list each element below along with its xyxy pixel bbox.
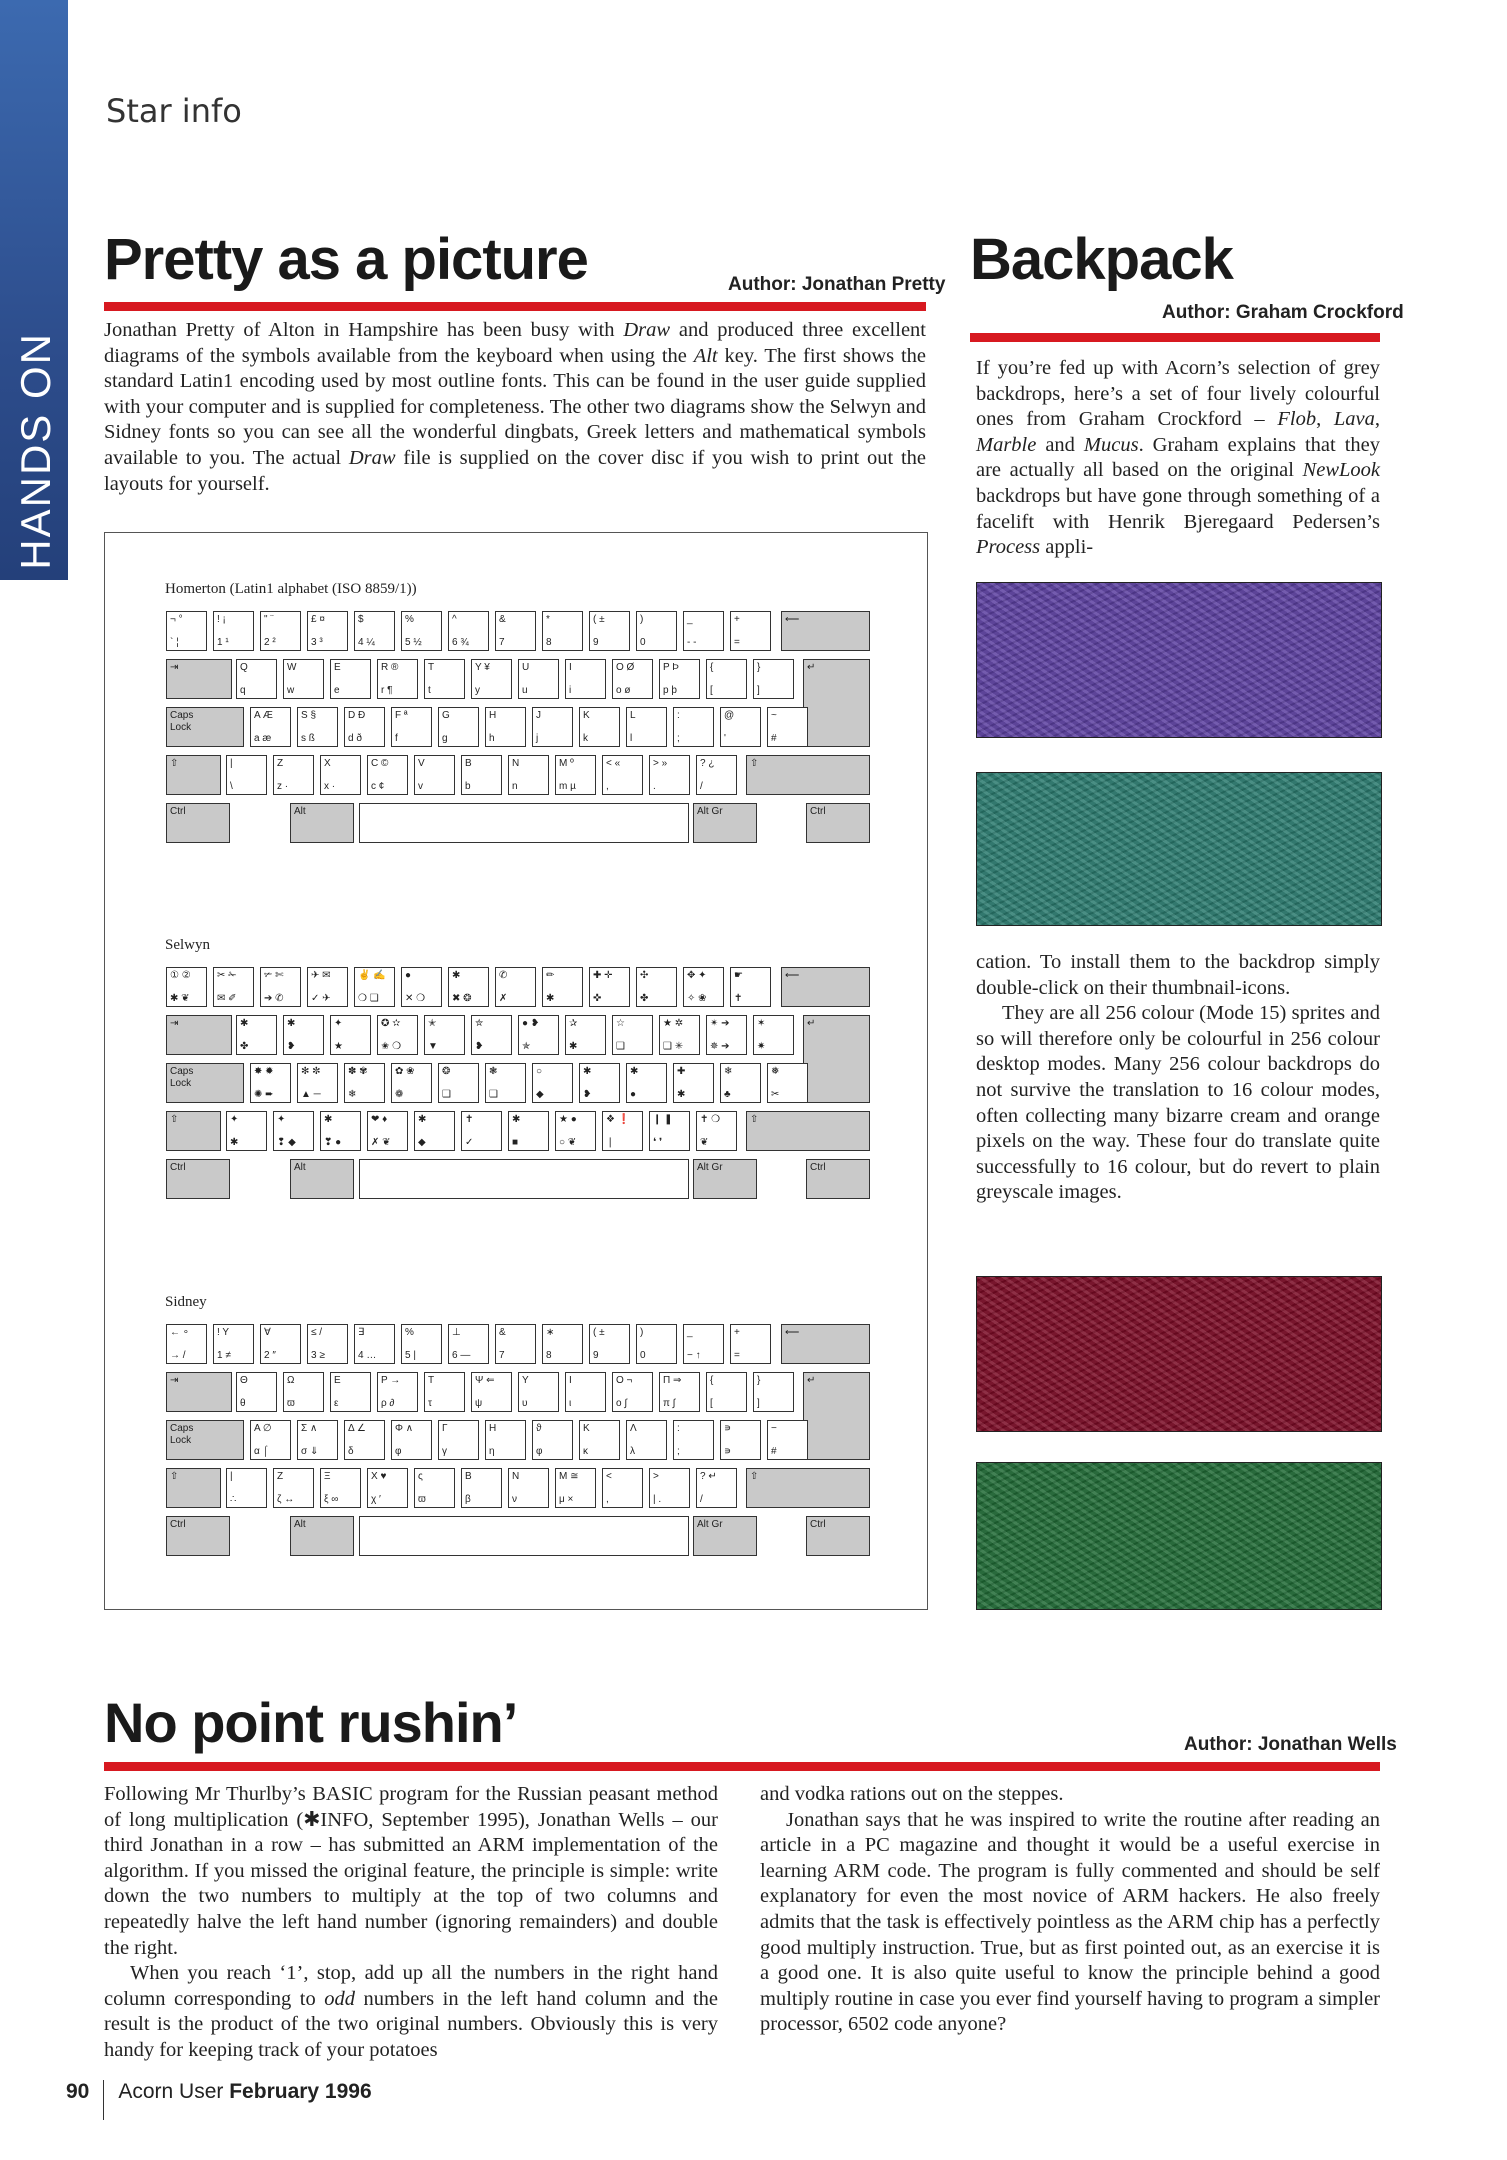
key: V v — [414, 755, 455, 795]
key: Y ¥ y — [471, 659, 512, 699]
alt-gr-key: Alt Gr — [693, 1159, 757, 1199]
key: X x · — [320, 755, 361, 795]
key: Ξ ξ ∞ — [320, 1468, 361, 1508]
key: ∍ ∍ — [720, 1420, 761, 1460]
key: L l — [626, 707, 667, 747]
article3-col1-p2: When you reach ‘1’, stop, add up all the numbers in the right hand column corresponding to odd numbers in the left hand column and the result is the product of the two original numbers. Obviously this is very handy for keeping track of your potatoes — [104, 1962, 718, 2061]
key: D Ð d ð — [344, 707, 385, 747]
key: ✱ ■ — [508, 1111, 549, 1151]
article3-col2 — [760, 1782, 1380, 2038]
key: ✱ ● — [626, 1063, 667, 1103]
backspace-key: ⟵ — [781, 967, 870, 1007]
key: { [ — [706, 1372, 747, 1412]
tab-key: ⇥ — [166, 659, 232, 699]
keyboard-diagram — [166, 611, 870, 841]
article1-body — [104, 318, 926, 497]
key: ! Υ 1 ≠ — [213, 1324, 254, 1364]
space-bar — [359, 1159, 689, 1199]
article3-rule — [104, 1762, 1380, 1771]
key: Τ τ — [424, 1372, 465, 1412]
key: G g — [438, 707, 479, 747]
key: H h — [485, 707, 526, 747]
alt-key: Alt — [290, 803, 354, 843]
key: ∃ 4 … — [354, 1324, 395, 1364]
key: + = — [730, 1324, 771, 1364]
key: Σ ∧ σ ⇓ — [297, 1420, 338, 1460]
key: Υ υ — [518, 1372, 559, 1412]
key: ★ ✲ ❑ ✳ — [659, 1015, 700, 1055]
key: ☆ ❑ — [612, 1015, 653, 1055]
key: ( ± 9 — [589, 611, 630, 651]
article2-body-mid-p1: cation. To install them to the backdrop simply double-click on their thumbnail-icons. — [976, 951, 1380, 999]
key: ? ↵ / — [696, 1468, 737, 1508]
key: ○ ◆ — [532, 1063, 573, 1103]
key: ❤ ♦ ✗ ❦ — [367, 1111, 408, 1151]
key: ✮ ❥ — [471, 1015, 512, 1055]
key: C © c ¢ — [367, 755, 408, 795]
key: ✏ ✱ — [542, 967, 583, 1007]
marble-backdrop-thumbnail[interactable] — [976, 1276, 1382, 1432]
key: " ¨ 2 ² — [260, 611, 301, 651]
key: ❖ ❗ ❘ — [602, 1111, 643, 1151]
key: ¬ ° ` ¦ — [166, 611, 207, 651]
key: Μ ≅ μ × — [555, 1468, 596, 1508]
key: ✴ ➔ ✵ ➔ — [706, 1015, 747, 1055]
key: ✥ ✦ ✧ ❀ — [683, 967, 724, 1007]
article3-col1-p1: Following Mr Thurlby’s BASIC program for the Russian peasant method of long multiplication (✱INFO, September 1995), Jonathan Wells – our third Jonathan in a row – has submitted an ARM implementation of the algorithm. If you missed the original feature, the principle is simple: write down the two numbers to multiply at the top of two columns and repeatedly halve the left hand number (ignoring remainders) and double the right. — [104, 1783, 718, 1959]
lava-backdrop-thumbnail[interactable] — [976, 772, 1382, 926]
caps-lock-key: Caps Lock — [166, 1420, 244, 1460]
key: Q q — [236, 659, 277, 699]
backspace-key: ⟵ — [781, 611, 870, 651]
left-shift-key: ⇧ — [166, 1468, 221, 1508]
key: R ® r ¶ — [377, 659, 418, 699]
key: £ ¤ 3 ³ — [307, 611, 348, 651]
key: _ - - — [683, 611, 724, 651]
ctrl-key: Ctrl — [166, 1516, 230, 1556]
key: Η η — [485, 1420, 526, 1460]
key: N n — [508, 755, 549, 795]
key: A Æ a æ — [250, 707, 291, 747]
key: ) 0 — [636, 1324, 677, 1364]
key: K k — [579, 707, 620, 747]
alt-key: Alt — [290, 1516, 354, 1556]
section-label: Star info — [106, 92, 242, 130]
article1-body-text: Jonathan Pretty of Alton in Hampshire has been busy with Draw and produced three excellent diagrams of the symbols available from the keyboard when using the Alt key. The first shows the standard Latin1 encoding used by most outline fonts. This can be found in the user guide supplied with your computer and is supplied for completeness. The other two diagrams show the Selwyn and Sidney fonts so you can see all the wonderful dingbats, Greek letters and mathematical symbols available to you. The actual Draw file is supplied on the cover disc if you wish to print out the layouts for yourself. — [104, 319, 927, 495]
key: ❃ ❑ — [485, 1063, 526, 1103]
key: ❂ ❑ — [438, 1063, 479, 1103]
key: ! ¡ 1 ¹ — [213, 611, 254, 651]
key: Φ ∧ φ — [391, 1420, 432, 1460]
ctrl-key: Ctrl — [166, 1159, 230, 1199]
key: ^ 6 ¾ — [448, 611, 489, 651]
ctrl-key: Ctrl — [806, 803, 870, 843]
space-bar — [359, 803, 689, 843]
key: ϑ φ — [532, 1420, 573, 1460]
key: ✝ ✓ — [461, 1111, 502, 1151]
key: ✶ ✷ — [753, 1015, 794, 1055]
key: ∀ 2 ″ — [260, 1324, 301, 1364]
key: I i — [565, 659, 606, 699]
article3-col2-p2: Jonathan says that he was inspired to write the routine after reading an article in a PC magazine and thought it would be a useful exercise in learning ARM code. The program is fully commented and should be self explanatory for even the most novice of ARM hackers. He also freely admits that the task is effectively pointless as the ARM chip has a perfectly good multiply instruction. True, but as first pointed out, as an exercise it is a good one. It is also quite useful to know the principle behind a good multiply routine in case you ever find yourself having to program a simpler processor, 6502 code anyone? — [760, 1808, 1380, 2036]
key: ? ¿ / — [696, 755, 737, 795]
key: Ζ ζ ↔ — [273, 1468, 314, 1508]
footer-divider — [103, 2080, 104, 2120]
space-bar — [359, 1516, 689, 1556]
key: ✽ ✾ ❄ — [344, 1063, 385, 1103]
key: ← ∘ → / — [166, 1324, 207, 1364]
key: E e — [330, 659, 371, 699]
article2-body-mid — [976, 950, 1380, 1206]
key: : ; — [673, 1420, 714, 1460]
key: } ] — [753, 1372, 794, 1412]
alt-key: Alt — [290, 1159, 354, 1199]
key: ✝ ❍ ❦ — [696, 1111, 737, 1151]
key: % 5 | — [401, 1324, 442, 1364]
key: ✻ ✼ ▲ ─ — [297, 1063, 338, 1103]
keyboard-diagram-label: Sidney — [165, 1294, 207, 1310]
key: ( ± 9 — [589, 1324, 630, 1364]
key: Δ ∠ δ — [344, 1420, 385, 1460]
key: Λ λ — [626, 1420, 667, 1460]
key: ✚ ✛ ✜ — [589, 967, 630, 1007]
issue-date: February 1996 — [229, 2080, 372, 2103]
article3-headline: No point rushin’ — [104, 1691, 518, 1754]
key: ≤ / 3 ≥ — [307, 1324, 348, 1364]
key: | \ — [226, 755, 267, 795]
keyboard-diagram — [166, 1324, 870, 1554]
keyboard-diagram-label: Selwyn — [165, 937, 210, 953]
mucus-backdrop-thumbnail[interactable] — [976, 1462, 1382, 1610]
key: ⊥ 6 — — [448, 1324, 489, 1364]
key: < « , — [602, 755, 643, 795]
magazine-name: Acorn User — [118, 2080, 224, 2103]
tab-key: ⇥ — [166, 1372, 232, 1412]
key: ❄ ♣ — [720, 1063, 761, 1103]
key: ● ✕ ❍ — [401, 967, 442, 1007]
key: ) 0 — [636, 611, 677, 651]
key: Θ θ — [236, 1372, 277, 1412]
key: ✱ ❣ ● — [320, 1111, 361, 1151]
key: J j — [532, 707, 573, 747]
article3-col1 — [104, 1782, 718, 2064]
key: U u — [518, 659, 559, 699]
key: : ; — [673, 707, 714, 747]
article3-col2-p1: and vodka rations out on the steppes. — [760, 1783, 1064, 1805]
alt-gr-key: Alt Gr — [693, 803, 757, 843]
key: Ψ ⇐ ψ — [471, 1372, 512, 1412]
article2-body-top — [976, 356, 1380, 561]
key: ✱ ❥ — [283, 1015, 324, 1055]
key: > | . — [649, 1468, 690, 1508]
key: Z z · — [273, 755, 314, 795]
key: ✦ ★ — [330, 1015, 371, 1055]
key: Κ κ — [579, 1420, 620, 1460]
key: W w — [283, 659, 324, 699]
section-tab — [0, 0, 68, 580]
caps-lock-key: Caps Lock — [166, 1063, 244, 1103]
key: Ι ι — [565, 1372, 606, 1412]
key: ✱ ✤ — [236, 1015, 277, 1055]
key: Ρ → ρ ∂ — [377, 1372, 418, 1412]
key: _ − ↑ — [683, 1324, 724, 1364]
key: ✸ ✹ ✺ ➨ — [250, 1063, 291, 1103]
key: ✪ ✫ ✬ ❍ — [377, 1015, 418, 1055]
flob-backdrop-thumbnail[interactable] — [976, 582, 1382, 738]
right-shift-key: ⇧ — [746, 1468, 870, 1508]
article1-author: Author: Jonathan Pretty — [728, 274, 946, 295]
key: ❙ ❚ ❛ ❜ — [649, 1111, 690, 1151]
key: % 5 ½ — [401, 611, 442, 651]
key: + = — [730, 611, 771, 651]
page-number: 90 — [66, 2080, 90, 2103]
key: ✦ ❢ ◆ — [273, 1111, 314, 1151]
key: Α ∅ α ⌠ — [250, 1420, 291, 1460]
article1-headline: Pretty as a picture — [104, 227, 588, 292]
key: ✂ ✁ ✉ ✐ — [213, 967, 254, 1007]
key: ✰ ✱ — [565, 1015, 606, 1055]
article2-headline: Backpack — [970, 227, 1233, 292]
key: | ∴ — [226, 1468, 267, 1508]
key: ✆ ✗ — [495, 967, 536, 1007]
article1-rule — [104, 302, 926, 311]
article3-author: Author: Jonathan Wells — [1184, 1734, 1397, 1755]
key: ✚ ✱ — [673, 1063, 714, 1103]
left-shift-key: ⇧ — [166, 1111, 221, 1151]
article2-author: Author: Graham Crockford — [1162, 302, 1404, 323]
page-footer — [66, 2080, 372, 2120]
key: @ ' — [720, 707, 761, 747]
ctrl-key: Ctrl — [806, 1159, 870, 1199]
key: { [ — [706, 659, 747, 699]
backspace-key: ⟵ — [781, 1324, 870, 1364]
key: ✈ ✉ ✓ ✈ — [307, 967, 348, 1007]
section-tab-label: HANDS ON — [12, 332, 59, 570]
key: Χ ♥ χ ′ — [367, 1468, 408, 1508]
key: ✦ ✱ — [226, 1111, 267, 1151]
left-shift-key: ⇧ — [166, 755, 221, 795]
key: M º m µ — [555, 755, 596, 795]
key: ★ ● ○ ❦ — [555, 1111, 596, 1151]
key: ✭ ▼ — [424, 1015, 465, 1055]
return-key: ↵ — [803, 1015, 870, 1103]
key: ✿ ❀ ❁ — [391, 1063, 432, 1103]
key: ✱ ✖ ❂ — [448, 967, 489, 1007]
key: ✱ ◆ — [414, 1111, 455, 1151]
key: ∗ 8 — [542, 1324, 583, 1364]
key: > » . — [649, 755, 690, 795]
ctrl-key: Ctrl — [166, 803, 230, 843]
key: Ω ϖ — [283, 1372, 324, 1412]
right-shift-key: ⇧ — [746, 1111, 870, 1151]
key: * 8 — [542, 611, 583, 651]
key: ✱ ❥ — [579, 1063, 620, 1103]
key: Β β — [461, 1468, 502, 1508]
key: Ε ε — [330, 1372, 371, 1412]
return-key: ↵ — [803, 1372, 870, 1460]
key: ς ϖ — [414, 1468, 455, 1508]
key: ~ # — [767, 707, 808, 747]
key: $ 4 ¼ — [354, 611, 395, 651]
key: F ª f — [391, 707, 432, 747]
key: & 7 — [495, 1324, 536, 1364]
key: ☛ ✝ — [730, 967, 771, 1007]
key: S § s ß — [297, 707, 338, 747]
tab-key: ⇥ — [166, 1015, 232, 1055]
key: B b — [461, 755, 502, 795]
right-shift-key: ⇧ — [746, 755, 870, 795]
key: − # — [767, 1420, 808, 1460]
article2-rule — [970, 333, 1380, 342]
key: Ν ν — [508, 1468, 549, 1508]
key: Ο ¬ ο ∫ — [612, 1372, 653, 1412]
alt-gr-key: Alt Gr — [693, 1516, 757, 1556]
key: ✣ ✤ — [636, 967, 677, 1007]
key: ● ❥ ✯ — [518, 1015, 559, 1055]
key: & 7 — [495, 611, 536, 651]
key: } ] — [753, 659, 794, 699]
key: ✌ ✍ ❍ ❏ — [354, 967, 395, 1007]
keyboard-diagram-label: Homerton (Latin1 alphabet (ISO 8859/1)) — [165, 581, 417, 597]
return-key: ↵ — [803, 659, 870, 747]
key: Γ γ — [438, 1420, 479, 1460]
key: Π ⇒ π ∫ — [659, 1372, 700, 1412]
key: O Ø o ø — [612, 659, 653, 699]
article2-body-mid-p2: They are all 256 colour (Mode 15) sprites and so will therefore only be colourful in 256 colour desktop modes. Many 256 colour backdrops do not survive the translation to 16 colour modes, often collecting many bizarre cream and orange pixels on the way. These four do translate quite successfully to 16 colour, but do revert to plain greyscale images. — [976, 1002, 1380, 1204]
key: ❅ ✂ — [767, 1063, 808, 1103]
keyboard-diagram — [166, 967, 870, 1197]
ctrl-key: Ctrl — [806, 1516, 870, 1556]
key: T t — [424, 659, 465, 699]
key: P Þ p þ — [659, 659, 700, 699]
caps-lock-key: Caps Lock — [166, 707, 244, 747]
article2-body-top-text: If you’re fed up with Acorn’s selection of grey backdrops, here’s a set of four lively colourful ones from Graham Crockford – Flob, Lava, Marble and Mucus. Graham explains that they are actually all based on the original NewLook backdrops but have gone through something of a facelift with Henrik Bjeregaard Pedersen’s Process appli- — [976, 357, 1381, 559]
key: ✃ ✄ ➔ ✆ — [260, 967, 301, 1007]
key: ① ② ✱ ❦ — [166, 967, 207, 1007]
keyboard-diagrams-figure — [104, 532, 928, 1610]
key: < , — [602, 1468, 643, 1508]
